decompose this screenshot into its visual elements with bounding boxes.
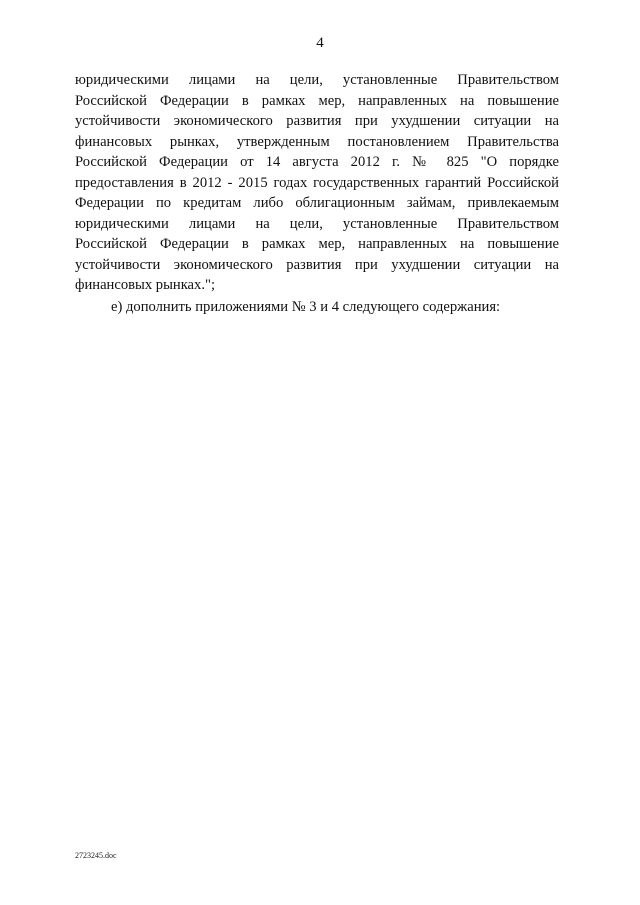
text-line: юридическими лицами на цели, установленные Правительством: [75, 215, 559, 232]
text-line: Федерации по кредитам либо облигационным займам, привлекаемым: [75, 195, 559, 211]
text-line: предоставления в 2012 - 2015 годах государственных гарантий Российской: [75, 174, 559, 191]
text-line: Российской Федерации от 14 августа 2012 г. № 825 "О порядке: [75, 154, 559, 170]
paragraph-e: е) дополнить приложениями № 3 и 4 следующего содержания:: [111, 298, 501, 315]
text-line: Российской Федерации в рамках мер, направленных на повышение: [75, 92, 559, 109]
document-body: [75, 70, 559, 317]
text-line: юридическими лицами на цели, установленные Правительством: [75, 72, 559, 88]
text-line: финансовых рынках.";: [75, 277, 215, 293]
page-number: 4: [316, 35, 324, 51]
text-line: Российской Федерации в рамках мер, направленных на повышение: [75, 236, 559, 252]
text-line: устойчивости экономического развития при ухудшении ситуации на: [75, 113, 559, 129]
text-line: финансовых рынках, утвержденным постановлением Правительства: [75, 133, 559, 150]
text-line: устойчивости экономического развития при ухудшении ситуации на: [75, 256, 559, 273]
footer-doc-code: 2723245.doc: [75, 851, 117, 860]
